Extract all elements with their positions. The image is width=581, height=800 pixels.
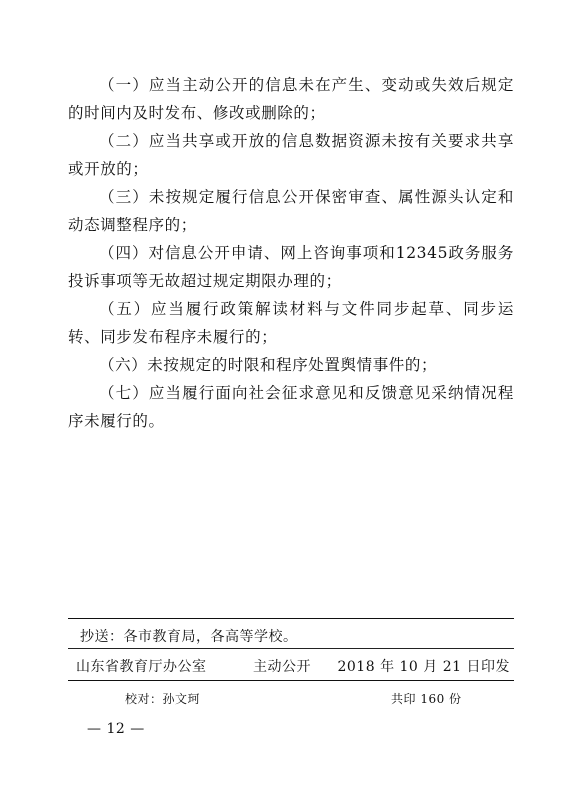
clause-4: （四）对信息公开申请、网上咨询事项和12345政务服务投诉事项等无故超过规定期限办理的； (68, 244, 514, 290)
clause-6: （六）未按规定的时限和程序处置舆情事件的； (99, 356, 438, 374)
clause-5: （五）应当履行政策解读材料与文件同步起草、同步运转、同步发布程序未履行的； (68, 300, 514, 346)
print-date: 2018 年 10 月 21 日印发 (337, 659, 510, 675)
proofreader: 校对：孙文珂 (125, 692, 201, 706)
release-type: 主动公开 (253, 659, 311, 675)
document-body (68, 71, 514, 435)
issuing-office: 山东省教育厅办公室 (76, 659, 207, 675)
clause-3: （三）未按规定履行信息公开保密审查、属性源头认定和动态调整程序的； (68, 188, 514, 234)
footer-top-rule (68, 618, 514, 619)
cc-line: 抄送：各市教育局，各高等学校。 (80, 629, 298, 645)
footer-bottom-rule (68, 680, 514, 681)
copy-count: 共印 160 份 (391, 692, 462, 706)
clause-2: （二）应当共享或开放的信息数据资源未按有关要求共享或开放的； (68, 132, 514, 178)
footer-middle-rule (68, 648, 514, 649)
clause-1: （一）应当主动公开的信息未在产生、变动或失效后规定的时间内及时发布、修改或删除的； (68, 76, 514, 122)
page-number: — 12 — (87, 721, 145, 737)
clause-7: （七）应当履行面向社会征求意见和反馈意见采纳情况程序未履行的。 (68, 384, 514, 430)
